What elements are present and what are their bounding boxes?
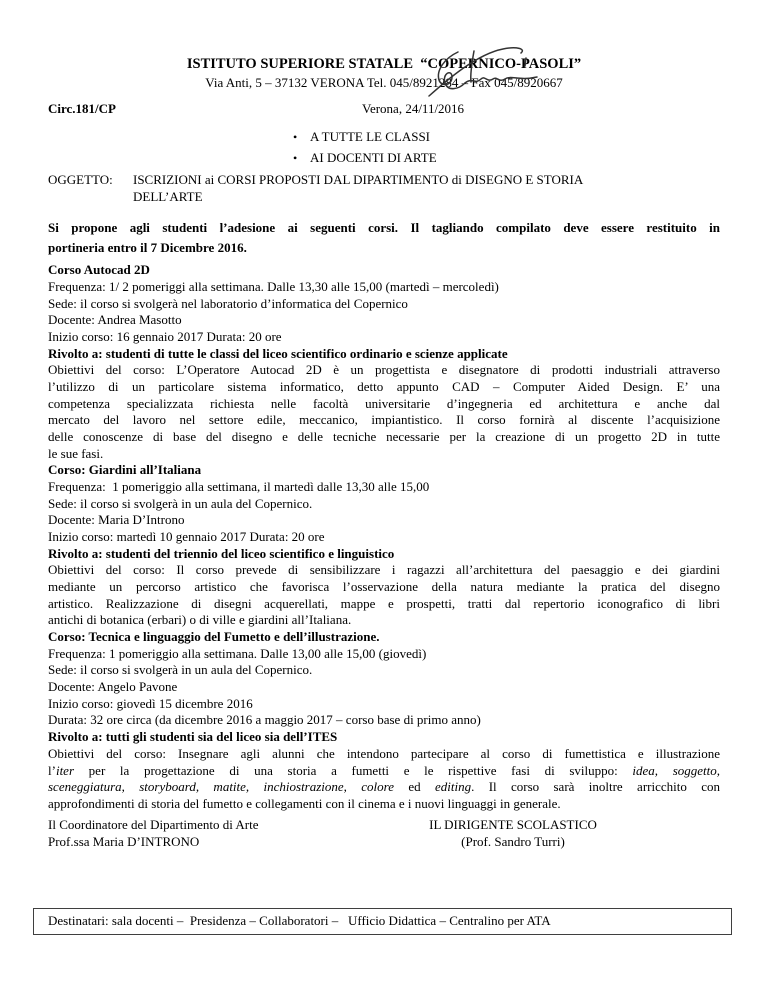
objectives-line: competenza specializzata richiesta nelle facoltà universitarie d’ingegneria ed architettura e anche dal xyxy=(48,395,720,411)
objectives-line: l’utilizzo di un particolare sistema informatico, detto appunto CAD – Computer Aided Design. E’ una xyxy=(48,379,720,395)
course-detail-inizio: Inizio corso: martedì 10 gennaio 2017 Durata: 20 ore xyxy=(48,529,325,545)
course-detail-frequenza: Frequenza: 1 pomeriggio alla settimana, il martedì dalle 13,30 alle 15,00 xyxy=(48,479,430,495)
course-audience: Rivolto a: studenti di tutte le classi del liceo scientifico ordinario e scienze applicate xyxy=(48,345,508,361)
subject-line: DELL’ARTE xyxy=(133,188,203,204)
course-detail-frequenza: Frequenza: 1/ 2 pomeriggi alla settimana. Dalle 13,30 alle 15,00 (martedì – mercoledì) xyxy=(48,279,499,295)
signature-right-role: IL DIRIGENTE SCOLASTICO xyxy=(429,816,597,832)
course-detail-docente: Docente: Maria D’Introno xyxy=(48,512,185,528)
objectives-run-italic: editing xyxy=(434,779,472,795)
objectives-line xyxy=(48,796,720,813)
signature-left xyxy=(48,816,258,851)
handwritten-signature-icon xyxy=(425,40,555,102)
course-title: Corso: Tecnica e linguaggio del Fumetto e dell’illustrazione. xyxy=(48,629,380,645)
objectives-run-italic: idea, soggetto, xyxy=(632,762,721,778)
objectives-line: Obiettivi del corso: Il corso prevede di sensibilizzare i ragazzi all’architettura del paesaggio e dei giardini xyxy=(48,562,720,578)
objectives-line xyxy=(48,763,720,780)
course-detail-inizio: Inizio corso: 16 gennaio 2017 Durata: 20 ore xyxy=(48,329,282,345)
course-audience: Rivolto a: tutti gli studenti sia del liceo sia dell’ITES xyxy=(48,729,338,745)
course-detail-sede: Sede: il corso si svolgerà in un aula del Copernico. xyxy=(48,662,313,678)
course-detail-sede: Sede: il corso si svolgerà nel laboratorio d’informatica del Copernico xyxy=(48,295,408,311)
signature-right-name: (Prof. Sandro Turri) xyxy=(461,834,565,850)
objectives-run: . Il corso sarà inoltre arricchito con xyxy=(471,779,720,795)
course-section-giardini xyxy=(48,462,720,629)
protocol-number: Circ.181/CP xyxy=(48,101,116,116)
objectives-line: mediante un percorso artistico che favorisca l’osservazione della natura mediante la pratica del disegno xyxy=(48,579,720,595)
objectives-run-italic: iter xyxy=(55,762,75,778)
subject-text xyxy=(133,172,720,205)
objectives-line: Obiettivi del corso: L’Operatore Autocad 2D è un progettista e disegnatore di prodotti industriali attraverso xyxy=(48,362,720,378)
objectives-run: approfondimenti di storia del fumetto e collegamenti con il cinema e i nuovi linguaggi in generale. xyxy=(48,795,561,811)
course-title: Corso: Giardini all’Italiana xyxy=(48,462,202,478)
course-objectives xyxy=(48,362,720,462)
course-detail-sede: Sede: il corso si svolgerà in un aula del Copernico. xyxy=(48,495,313,511)
recipient-item xyxy=(293,148,720,169)
subject-line: ISCRIZIONI ai CORSI PROPOSTI DAL DIPARTIMENTO di DISEGNO E STORIA xyxy=(133,172,584,187)
course-objectives xyxy=(48,746,720,813)
document-content xyxy=(48,0,720,856)
intro-paragraph xyxy=(48,218,720,257)
objectives-line: le sue fasi. xyxy=(48,445,104,461)
subject-block xyxy=(48,172,720,205)
recipient-label: AI DOCENTI DI ARTE xyxy=(310,149,437,165)
course-detail-frequenza: Frequenza: 1 pomeriggio alla settimana. Dalle 13,00 alle 15,00 (giovedì) xyxy=(48,645,427,661)
objectives-run: ed xyxy=(394,779,435,795)
signature-left-role: Il Coordinatore del Dipartimento di Arte xyxy=(48,816,259,832)
objectives-run: l’ xyxy=(48,762,56,778)
recipients-list xyxy=(293,127,720,168)
objectives-line: delle conoscenze di base del disegno e delle tecniche necessarie per la creazione di un progetto 2D in tutte xyxy=(48,429,720,445)
protocol-row xyxy=(48,101,720,118)
course-objectives xyxy=(48,562,720,629)
objectives-run-italic: sceneggiatura, storyboard, matite, inchiostrazione, colore xyxy=(48,779,395,795)
school-address: Via Anti, 5 – 37132 VERONA Tel. 045/8921284 – Fax 045/8920667 xyxy=(205,75,563,90)
objectives-line: artistico. Realizzazione di disegni acquerellati, mappe e prospetti, tratti dal repertorio iconografico di libri xyxy=(48,595,720,611)
recipient-label: A TUTTE LE CLASSI xyxy=(310,129,431,144)
objectives-line: mercato del lavoro nel settore edile, meccanico, impiantistico. Il corso fornirà al discente l’acquisizione xyxy=(48,412,720,428)
recipients-footer-box xyxy=(33,908,732,935)
objectives-line: antichi di botanica (erbari) o di ville e giardini all’Italiana. xyxy=(48,612,352,628)
signature-right xyxy=(413,816,613,851)
course-detail-durata: Durata: 32 ore circa (da dicembre 2016 a maggio 2017 – corso base di primo anno) xyxy=(48,712,481,728)
objectives-line xyxy=(48,746,720,763)
objectives-line xyxy=(48,779,720,796)
signature-block xyxy=(48,816,720,856)
school-name: ISTITUTO SUPERIORE STATALE “COPERNICO-PASOLI” xyxy=(186,56,582,72)
course-detail-docente: Docente: Andrea Masotto xyxy=(48,312,182,328)
intro-line: portineria entro il 7 Dicembre 2016. xyxy=(48,239,247,255)
intro-line: Si propone agli studenti l’adesione ai seguenti corsi. Il tagliando compilato deve essere restituito in xyxy=(48,220,720,236)
objectives-run: Obiettivi del corso: Insegnare agli alunni che intendono partecipare al corso di fumettistica e illustrazione xyxy=(48,745,720,761)
course-section-autocad xyxy=(48,262,720,462)
subject-label: OGGETTO: xyxy=(48,172,113,187)
course-audience: Rivolto a: studenti del triennio del liceo scientifico e linguistico xyxy=(48,545,395,561)
course-title: Corso Autocad 2D xyxy=(48,262,150,278)
signature-left-name: Prof.ssa Maria D’INTRONO xyxy=(48,834,200,850)
bullet-icon: • xyxy=(293,130,298,144)
bullet-icon: • xyxy=(293,150,298,165)
course-detail-docente: Docente: Angelo Pavone xyxy=(48,679,178,695)
place-date: Verona, 24/11/2016 xyxy=(362,101,465,116)
course-detail-inizio: Inizio corso: giovedì 15 dicembre 2016 xyxy=(48,695,253,711)
course-section-fumetto xyxy=(48,629,720,812)
footer-text: Destinatari: sala docenti – Presidenza – Collaboratori – Ufficio Didattica – Centralino per ATA xyxy=(48,913,551,929)
objectives-run: per la progettazione di una storia a fumetti e le rispettive fasi di sviluppo: xyxy=(74,762,633,778)
recipient-item xyxy=(293,127,720,148)
